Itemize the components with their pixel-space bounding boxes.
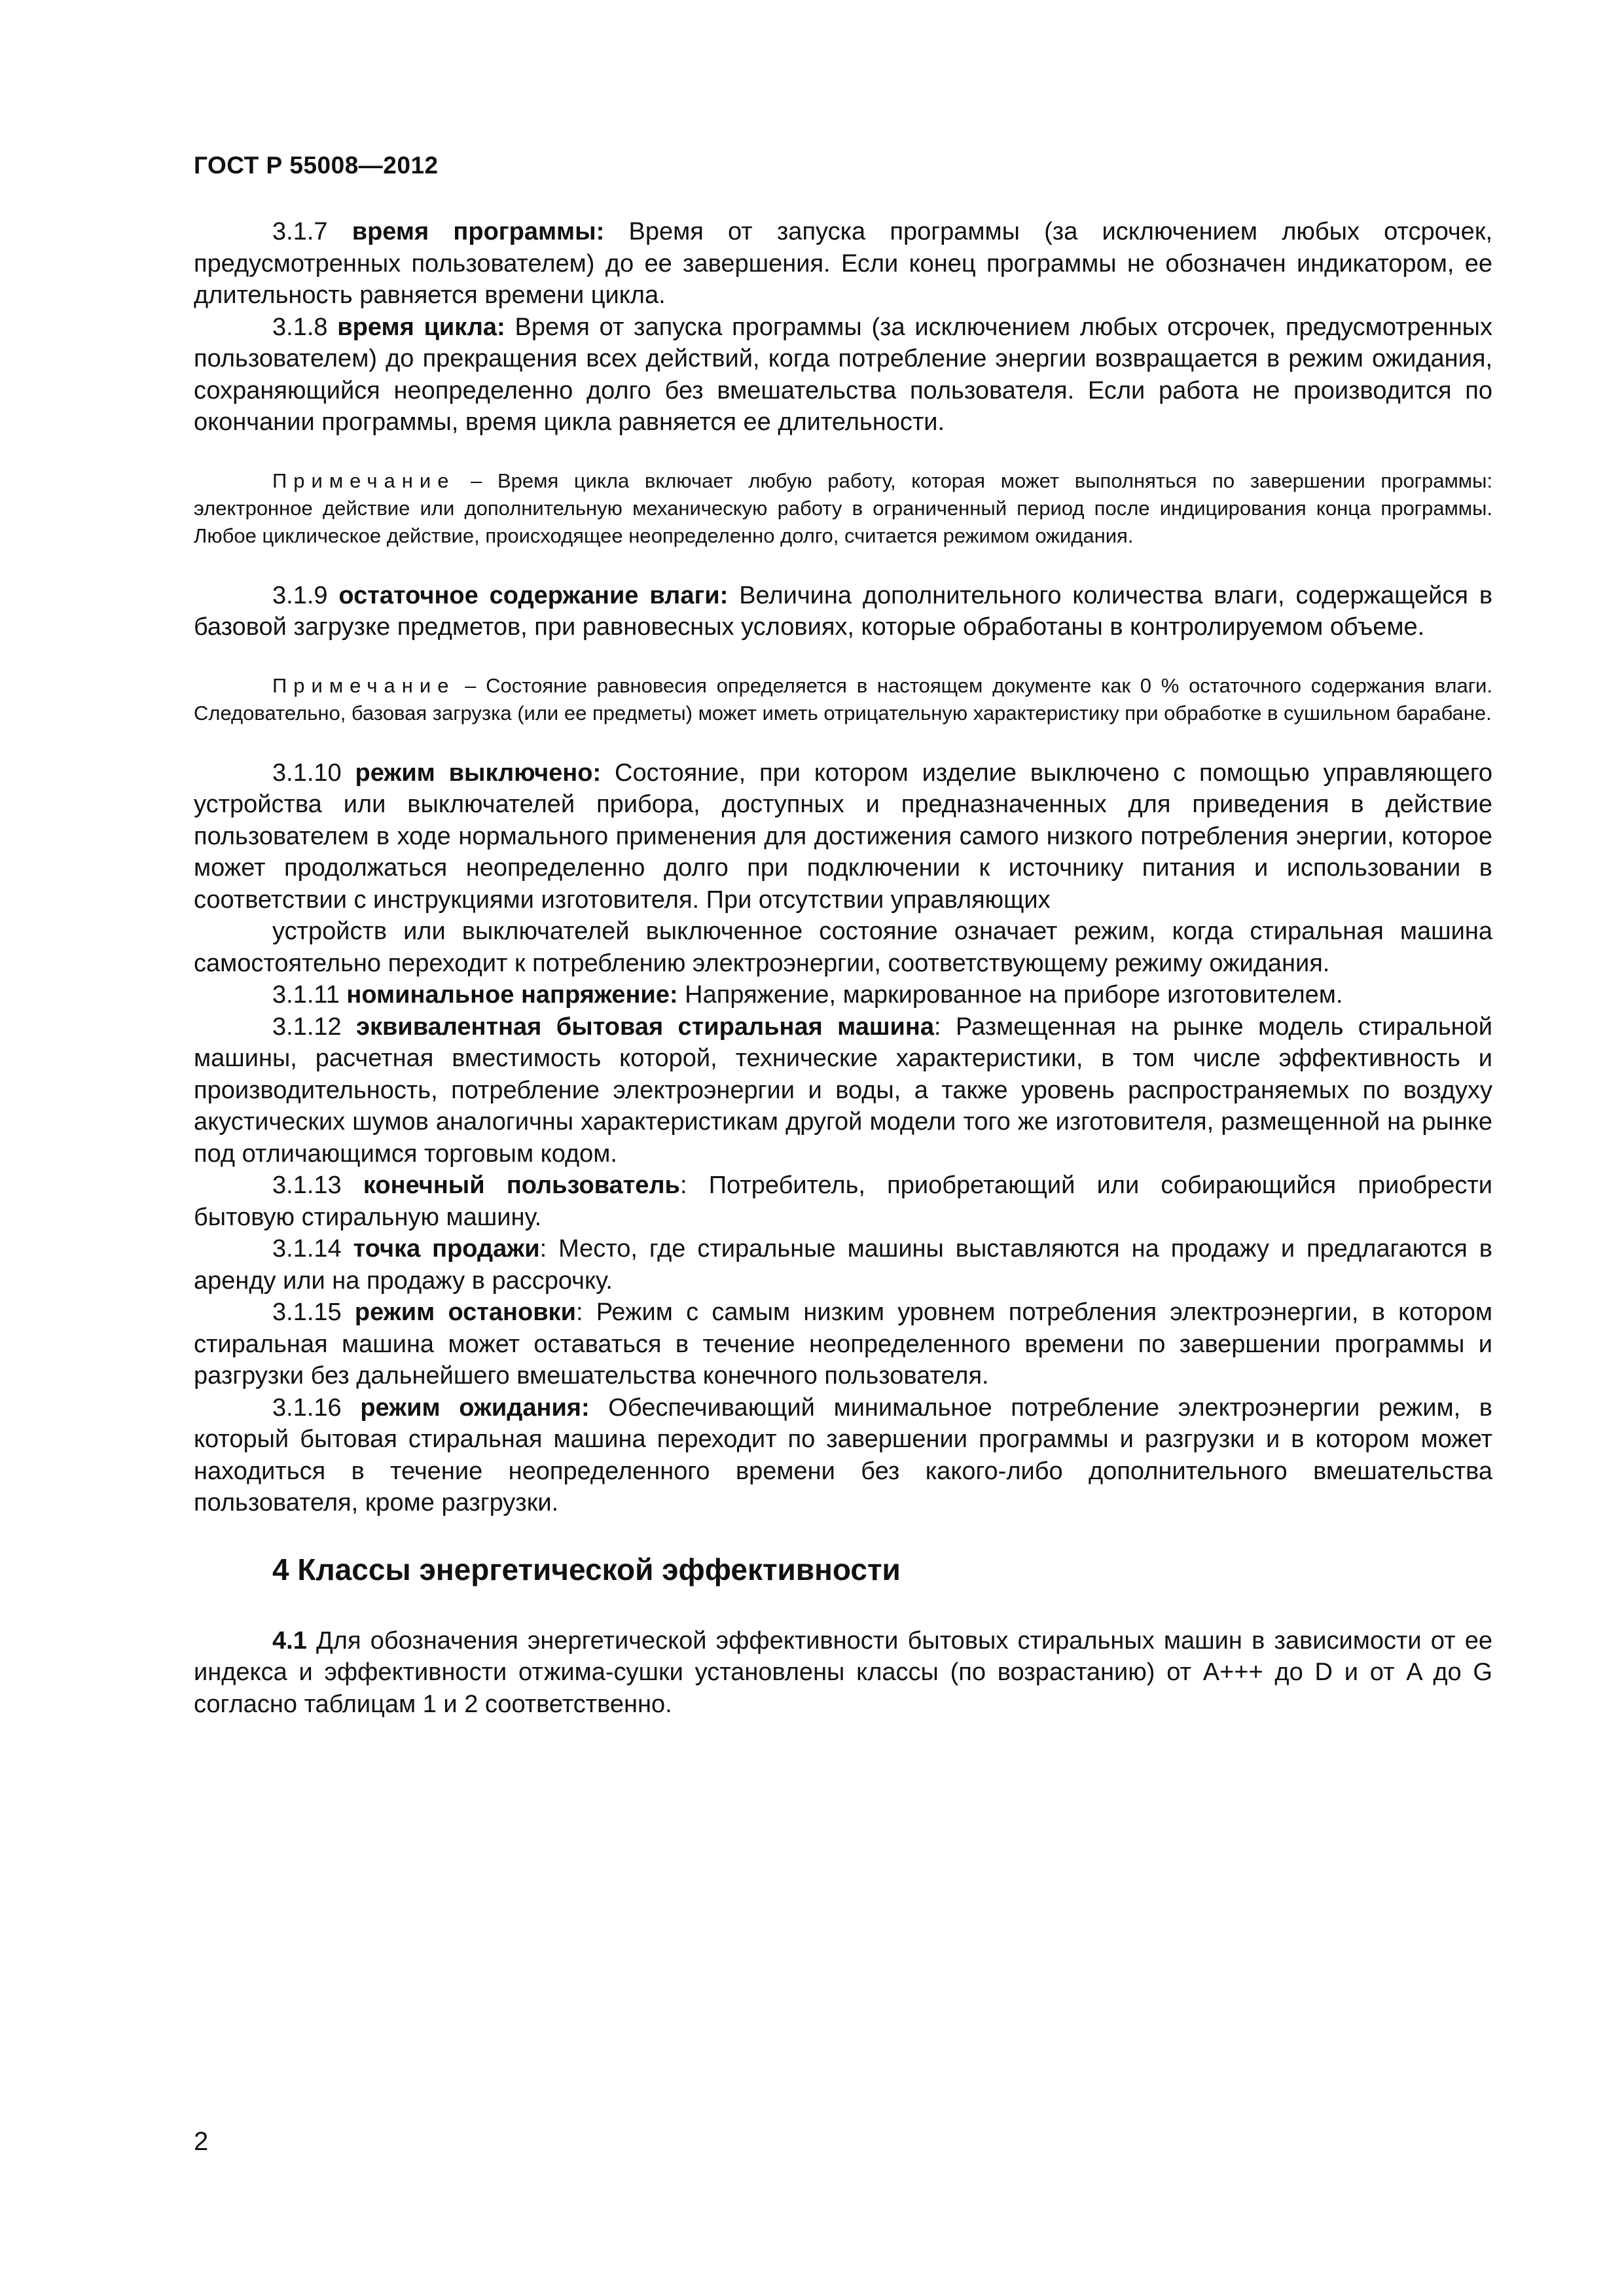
note-label: Примечание xyxy=(272,673,456,697)
clause-number: 3.1.9 xyxy=(272,581,339,609)
term: номинальное напряжение: xyxy=(346,981,678,1009)
term: режим выключено: xyxy=(355,759,602,787)
term: время программы: xyxy=(352,218,605,245)
clause-number: 3.1.14 xyxy=(272,1235,353,1263)
page-number: 2 xyxy=(194,2127,209,2156)
definition-3-1-14 xyxy=(194,1233,1492,1297)
definition-3-1-12 xyxy=(194,1011,1492,1170)
definition-3-1-9 xyxy=(194,580,1492,643)
definition-text: Время от запуска программы (за исключением любых отсрочек, предусмотренных пользователем) до ее завершения. Если конец программы не обозначен индикатором, ее длительность равняется времени цикла. xyxy=(194,218,1492,309)
clause-number: 3.1.13 xyxy=(272,1172,363,1199)
definition-3-1-10-continued: устройств или выключателей выключенное состояние означает режим, когда стиральная машина самостоятельно переходит к потреблению электроэнергии, соответствующему режиму ожидания. xyxy=(194,918,1492,977)
note-2 xyxy=(194,672,1492,727)
term: конечный пользователь xyxy=(363,1172,680,1199)
definition-text: : Потребитель, приобретающий или собирающийся приобрести бытовую стиральную машину. xyxy=(194,1172,1493,1231)
clause-number: 3.1.16 xyxy=(272,1393,361,1422)
clause-text: Для обозначения энергетической эффективности бытовых стиральных машин в зависимости от ее индекса и эффективности отжима-сушки установлены классы (по возрастанию) от A+++ до D и от A до G согласно таблицам 1 и 2 соответственно. xyxy=(194,1626,1492,1718)
definition-text: Время от запуска программы (за исключением любых отсрочек, предусмотренных пользователем) до прекращения всех действий, когда потребление энергии возвращается в режим ожидания, сохраняющийся неопределенно долго без вмешательства пользователя. Если работа не производится по окончании программы, время цикла равняется ее длительности. xyxy=(194,313,1492,436)
definition-text: : Место, где стиральные машины выставляются на продажу и предлагаются в аренду или на продажу в рассрочку. xyxy=(194,1235,1492,1295)
definition-text: Напряжение, маркированное на приборе изготовителем. xyxy=(677,981,1343,1009)
term: эквивалентная бытовая стиральная машина xyxy=(356,1013,934,1041)
clause-number: 3.1.7 xyxy=(272,218,352,245)
definition-text: : Режим с самым низким уровнем потребления электроэнергии, в котором стиральная машина может оставаться в течение неопределенного времени по завершении программы и разгрузки без дальнейшего вмешательства конечного пользователя. xyxy=(194,1299,1492,1390)
clause-number: 3.1.8 xyxy=(272,313,338,341)
term: режим остановки xyxy=(354,1299,576,1326)
note-1 xyxy=(194,467,1492,550)
definition-text: Величина дополнительного количества влаги, содержащейся в базовой загрузке предметов, при равновесных условиях, которые обработаны в контролируемом объеме. xyxy=(194,581,1493,641)
definition-text: Обеспечивающий минимальное потребление электроэнергии режим, в который бытовая стиральная машина переходит по завершении программы и разгрузки и в котором может находиться в течение неопределенного времени без какого-либо дополнительного вмешательства пользователя, кроме разгрузки. xyxy=(194,1393,1492,1516)
definition-3-1-10 xyxy=(194,757,1492,916)
definition-3-1-13 xyxy=(194,1170,1492,1233)
definition-text: Состояние, при котором изделие выключено с помощью управляющего устройства или выключателей прибора, доступных и предназначенных для приведения в действие пользователем в ходе нормального применения для достижения самого низкого потребления энергии, которое может продолжаться неопределенно долго при подключении к источнику питания и использовании в соответствии с инструкциями изготовителя. При отсутствии управляющих xyxy=(194,759,1492,914)
clause-number: 3.1.11 xyxy=(272,981,347,1009)
clause-number: 3.1.12 xyxy=(272,1013,357,1041)
definition-3-1-8 xyxy=(194,312,1492,439)
term: время цикла: xyxy=(337,313,505,341)
term: режим ожидания: xyxy=(360,1393,590,1422)
section-heading: 4 Классы энергетической эффективности xyxy=(272,1552,901,1587)
definition-3-1-11 xyxy=(194,979,1492,1011)
note-label: Примечание xyxy=(272,469,456,492)
note-text: – Время цикла включает любую работу, которая может выполняться по завершении программы: электронное действие или дополнительную механическую работу в ограниченный период после индицирования конца программы. Любое циклическое действие, происходящее неопределенно долго, считается режимом ожидания. xyxy=(194,469,1492,547)
definition-3-1-16 xyxy=(194,1392,1492,1519)
clause-number: 3.1.10 xyxy=(272,759,355,787)
note-text: – Состояние равновесия определяется в настоящем документе как 0 % остаточного содержания влаги. Следовательно, базовая загрузка (или ее предметы) может иметь отрицательную характеристику при обработке в сушильном барабане. xyxy=(194,673,1492,725)
term: точка продажи xyxy=(353,1235,540,1263)
clause-4-1 xyxy=(194,1625,1492,1721)
clause-number: 3.1.15 xyxy=(272,1299,355,1326)
definition-3-1-7 xyxy=(194,216,1492,312)
clause-number: 4.1 xyxy=(272,1626,307,1655)
term: остаточное содержание влаги: xyxy=(338,581,729,609)
document-body xyxy=(194,216,1492,1720)
document-header: ГОСТ Р 55008—2012 xyxy=(194,152,439,179)
definition-3-1-15 xyxy=(194,1297,1492,1392)
definition-text: : Размещенная на рынке модель стиральной машины, расчетная вместимость которой, технические характеристики, в том числе эффективность и производительность, потребление электроэнергии и воды, а также уровень распространяемых по воздуху акустических шумов аналогичны характеристикам другой модели того же изготовителя, размещенной на рынке под отличающимся торговым кодом. xyxy=(194,1013,1492,1168)
